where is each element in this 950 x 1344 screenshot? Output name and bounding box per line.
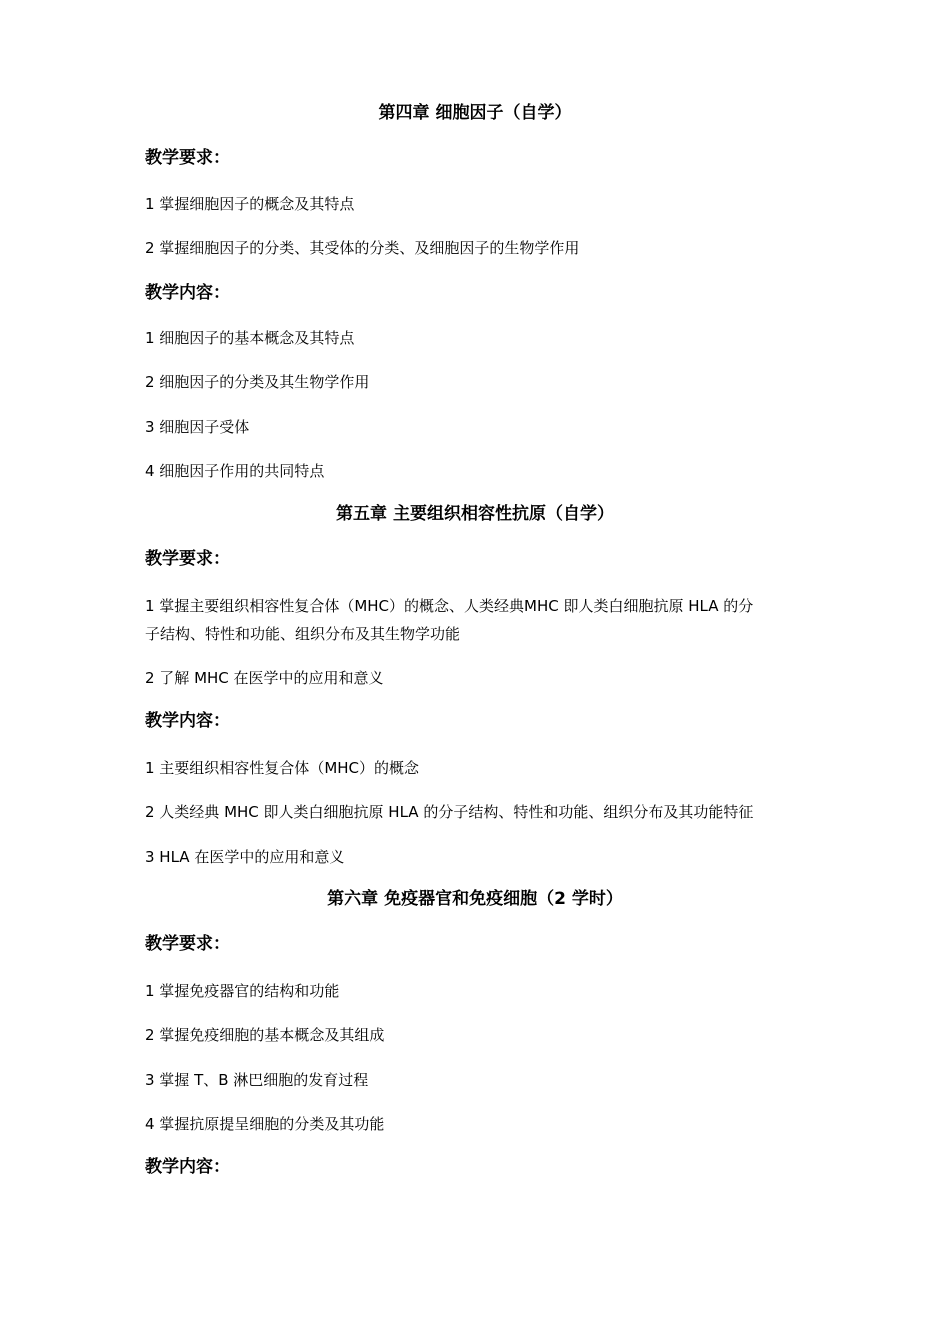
chapter-6-requirement-item: 2 掌握免疫细胞的基本概念及其组成: [145, 1026, 385, 1044]
chapter-5-title: 第五章 主要组织相容性抗原（自学）: [336, 504, 614, 524]
chapter-5-requirement-item: 1 掌握主要组织相容性复合体（MHC）的概念、人类经典MHC 即人类白细胞抗原 HLA 的分: [145, 597, 754, 615]
chapter-5-requirements-heading: 教学要求：: [145, 549, 230, 569]
chapter-6-title: 第六章 免疫器官和免疫细胞（2 学时）: [327, 889, 623, 909]
chapter-4-requirement-item: 2 掌握细胞因子的分类、其受体的分类、及细胞因子的生物学作用: [145, 239, 580, 257]
chapter-5-content-heading: 教学内容：: [145, 711, 230, 731]
chapter-5-content-item: 1 主要组织相容性复合体（MHC）的概念: [145, 759, 420, 777]
chapter-4-requirements-heading: 教学要求：: [145, 148, 230, 168]
chapter-6-requirement-item: 4 掌握抗原提呈细胞的分类及其功能: [145, 1115, 385, 1133]
chapter-5-content-item: 2 人类经典 MHC 即人类白细胞抗原 HLA 的分子结构、特性和功能、组织分布及其功能特征: [145, 803, 754, 821]
chapter-4-title: 第四章 细胞因子（自学）: [378, 103, 572, 123]
chapter-6-requirement-item: 3 掌握 T、B 淋巴细胞的发育过程: [145, 1071, 369, 1089]
chapter-4-content-heading: 教学内容：: [145, 283, 230, 303]
chapter-6-requirements-heading: 教学要求：: [145, 934, 230, 954]
chapter-6-content-heading: 教学内容：: [145, 1157, 230, 1177]
chapter-5-requirement-item: 子结构、特性和功能、组织分布及其生物学功能: [145, 625, 461, 643]
chapter-6-requirement-item: 1 掌握免疫器官的结构和功能: [145, 982, 340, 1000]
chapter-4-content-item: 1 细胞因子的基本概念及其特点: [145, 329, 355, 347]
chapter-4-content-item: 4 细胞因子作用的共同特点: [145, 462, 325, 480]
chapter-5-requirement-item: 2 了解 MHC 在医学中的应用和意义: [145, 669, 384, 687]
chapter-5-content-item: 3 HLA 在医学中的应用和意义: [145, 848, 345, 866]
chapter-4-requirement-item: 1 掌握细胞因子的概念及其特点: [145, 195, 355, 213]
chapter-4-content-item: 3 细胞因子受体: [145, 418, 250, 436]
chapter-4-content-item: 2 细胞因子的分类及其生物学作用: [145, 373, 370, 391]
